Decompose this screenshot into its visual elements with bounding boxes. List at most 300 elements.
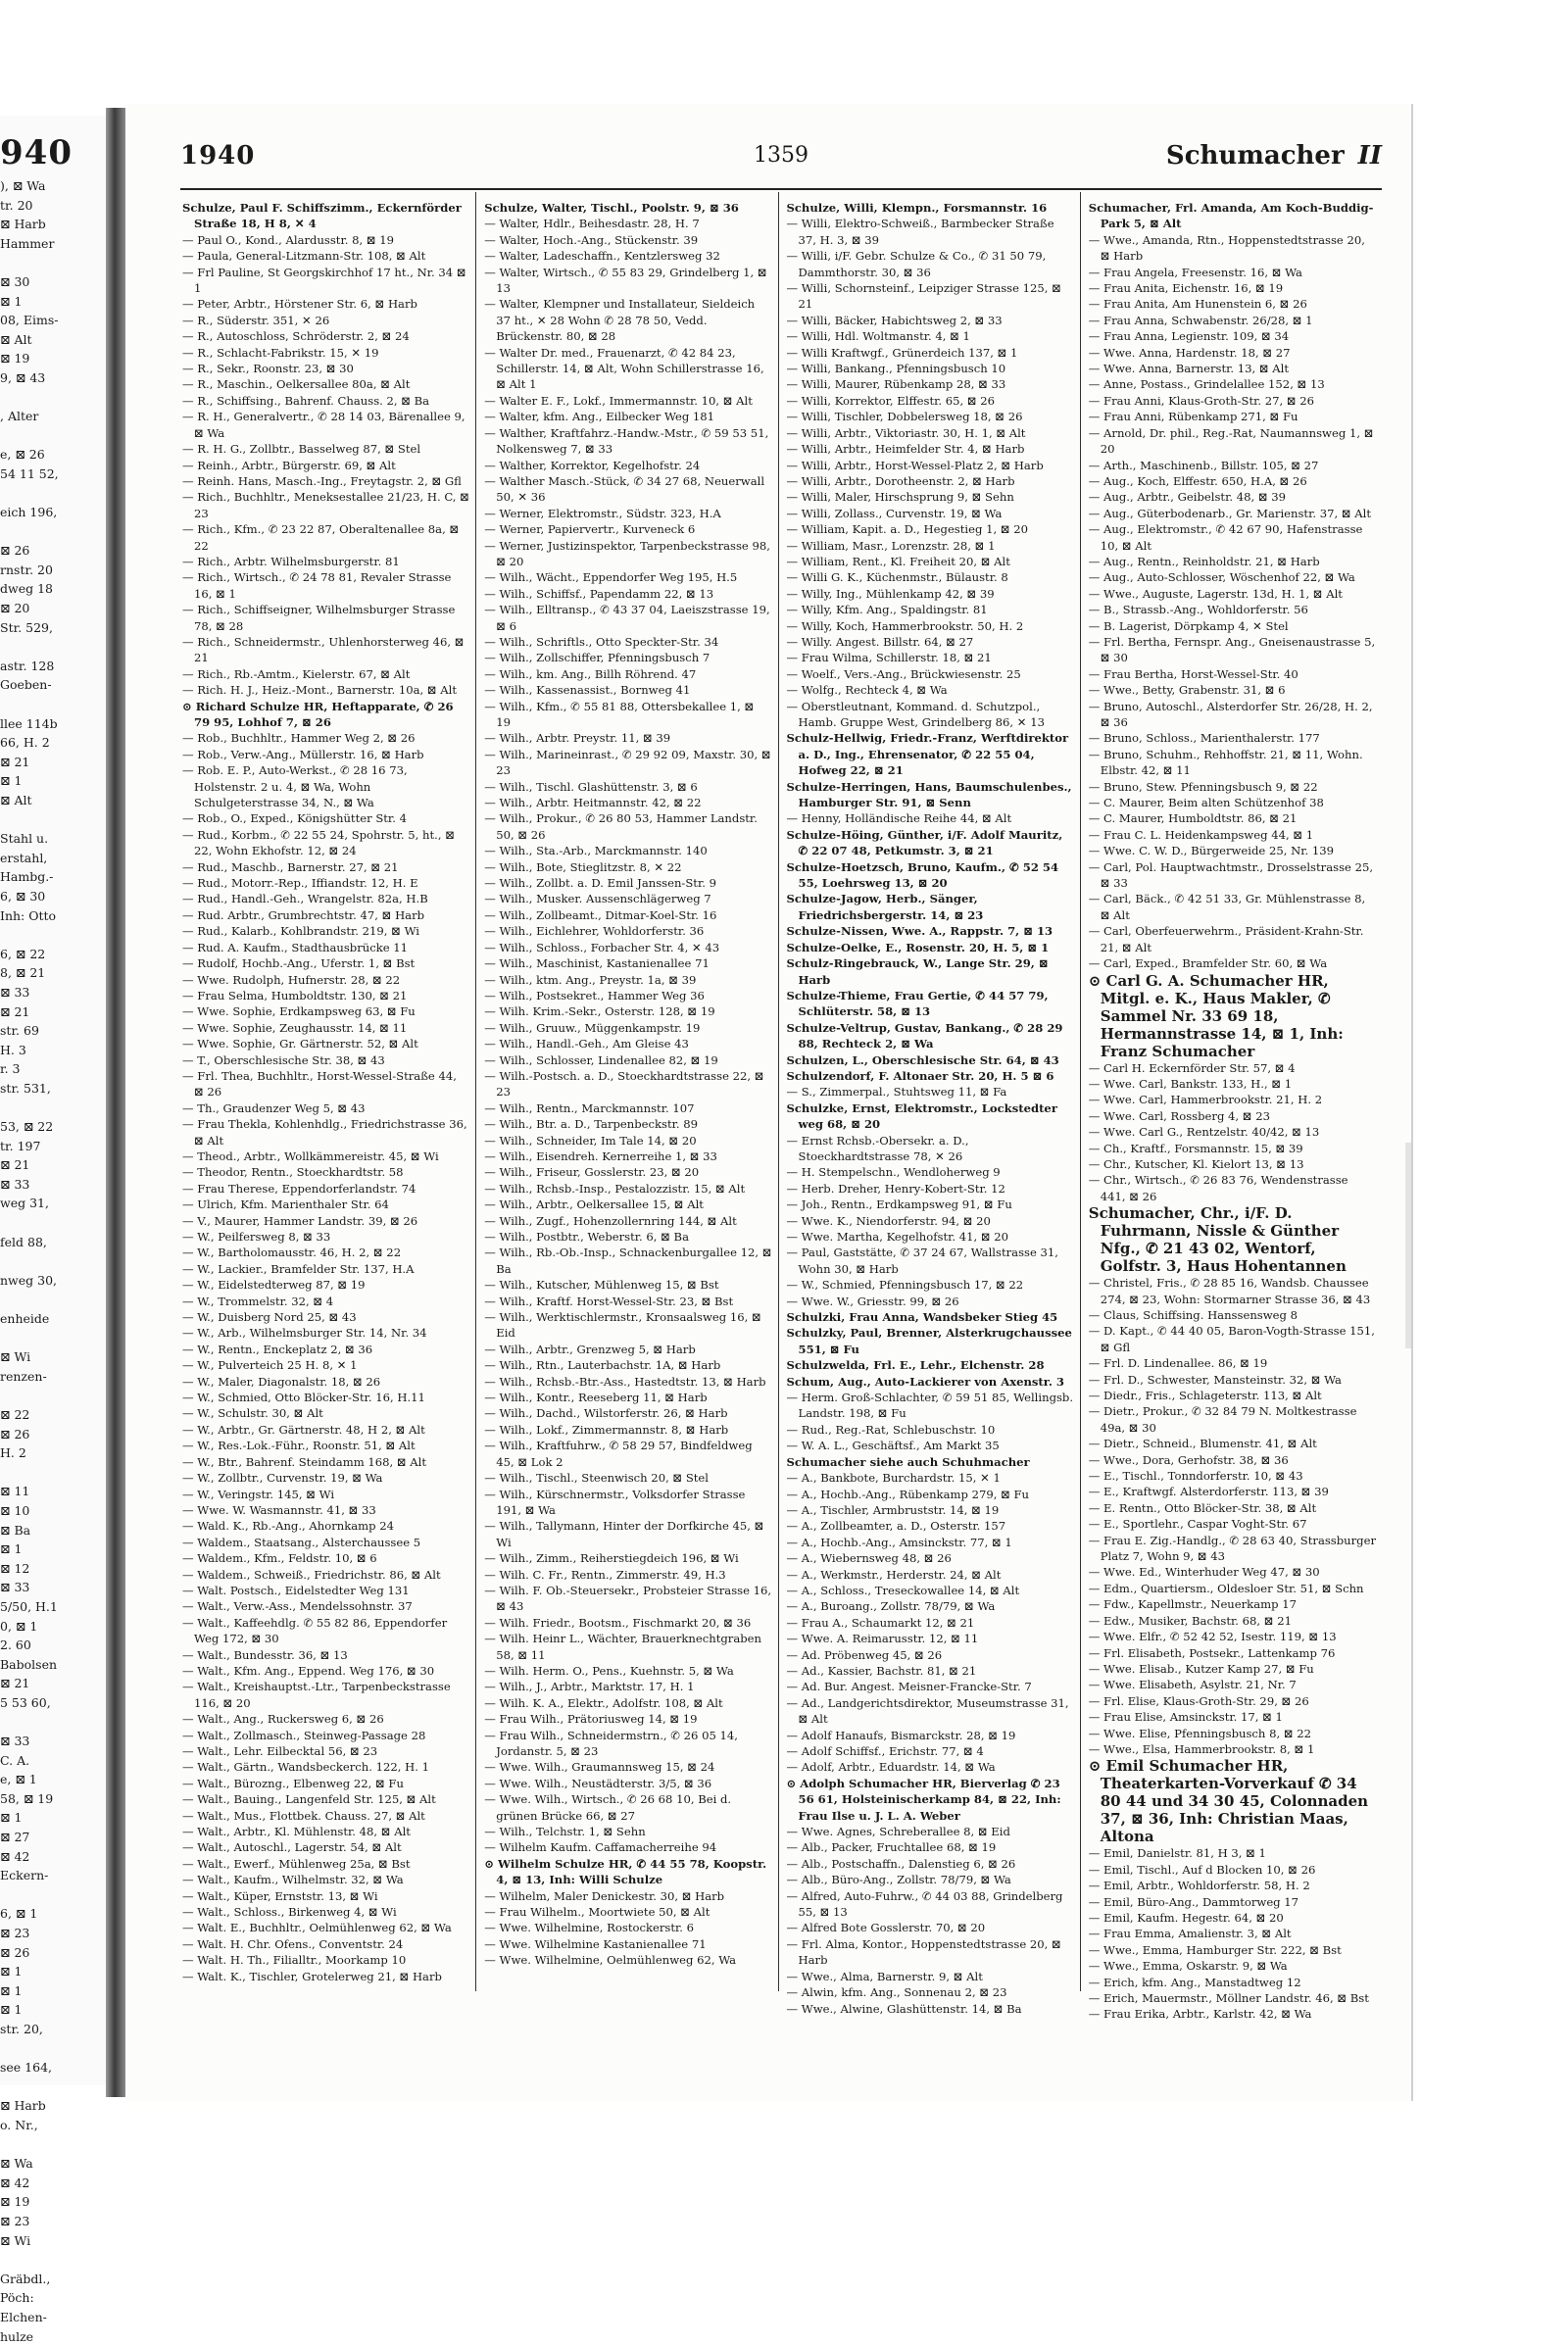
directory-entry: — Carl, Exped., Bramfelder Str. 60, ⊠ Wa [1089,955,1376,971]
directory-entry: — Willi, Tischler, Dobbelersweg 18, ⊠ 26 [787,409,1074,424]
directory-entry: — Walter, Hdlr., Beihesdastr. 28, H. 7 [484,216,771,231]
directory-entry: — Ulrich, Kfm. Marienthaler Str. 64 [182,1197,469,1212]
directory-entry: — Willi Kraftwgf., Grünerdeich 137, ⊠ 1 [787,345,1074,361]
directory-entry: — A., Wiebernsweg 48, ⊠ 26 [787,1550,1074,1566]
directory-entry: — Emil, Büro-Ang., Dammtorweg 17 [1089,1894,1376,1910]
directory-entry: — Aug., Elektromstr., ✆ 42 67 90, Hafenstrasse 10, ⊠ Alt [1089,521,1376,554]
directory-entry: — Walther, Kraftfahrz.-Handw.-Mstr., ✆ 59 53 51, Nolkensweg 7, ⊠ 33 [484,425,771,458]
directory-entry: — Wwe. Agnes, Schreberallee 8, ⊠ Eid [787,1824,1074,1839]
directory-entry: — Rud., Motorr.-Rep., Iffiandstr. 12, H. E [182,875,469,891]
directory-entry: — Wilh., Tischl., Steenwisch 20, ⊠ Stel [484,1470,771,1486]
previous-page-line: nweg 30, [0,1271,59,1291]
previous-page-line [0,1251,59,1271]
directory-entry: — Wwe. Elise, Pfenningsbusch 8, ⊠ 22 [1089,1726,1376,1741]
directory-entry: — Frau A., Schaumarkt 12, ⊠ 21 [787,1615,1074,1631]
header-rule [180,188,1382,190]
directory-entry: — Wilh., Tallymann, Hinter der Dorfkirche 45, ⊠ Wi [484,1518,771,1550]
directory-entry: — Ad., Kassier, Bachstr. 81, ⊠ 21 [787,1663,1074,1679]
directory-entry: — Frl. D. Lindenallee. 86, ⊠ 19 [1089,1355,1376,1371]
previous-page-line: 08, Eims- [0,311,59,330]
directory-entry: — Walt., Bürozng., Elbenweg 22, ⊠ Fu [182,1776,469,1791]
directory-entry: — Frau Anita, Am Hunenstein 6, ⊠ 26 [1089,296,1376,312]
previous-page-line [0,637,59,657]
directory-entry: — W., Schulstr. 30, ⊠ Alt [182,1405,469,1421]
directory-entry: — W., Maler, Diagonalstr. 18, ⊠ 26 [182,1374,469,1390]
previous-page-line: Hambg.- [0,867,59,887]
directory-entry: — Wwe., Emma, Hamburger Str. 222, ⊠ Bst [1089,1942,1376,1958]
directory-entry: — Wwe., Elsa, Hammerbrookstr. 8, ⊠ 1 [1089,1741,1376,1757]
previous-page-line: ⊠ 19 [0,349,59,368]
directory-entry: — R., Autoschloss, Schröderstr. 2, ⊠ 24 [182,328,469,344]
directory-entry: — Walt., Kaffeehdlg. ✆ 55 82 86, Eppendorfer Weg 172, ⊠ 30 [182,1615,469,1647]
directory-entry: — Wilh., Rb.-Ob.-Insp., Schnackenburgallee 12, ⊠ Ba [484,1245,771,1277]
directory-entry: — Wilh., Tischl. Glashüttenstr. 3, ⊠ 6 [484,779,771,795]
directory-entry: — W., Schmied, Pfenningsbusch 17, ⊠ 22 [787,1277,1074,1293]
directory-entry: — Willy, Ing., Mühlenkamp 42, ⊠ 39 [787,586,1074,602]
directory-entry: ⊙ Adolph Schumacher HR, Bierverlag ✆ 23 56 61, Holsteinischerkamp 84, ⊠ 22, Inh: Frau Ilse u. J. L. A. Weber [787,1776,1074,1824]
directory-entry: — Wilh., Rtn., Lauterbachstr. 1A, ⊠ Harb [484,1357,771,1373]
directory-entry: — Wilh., Schriftls., Otto Speckter-Str. 34 [484,634,771,650]
previous-page-line: Hammer [0,234,59,254]
directory-entry: — Walter, Klempner und Installateur, Sieldeich 37 ht., ✕ 28 Wohn ✆ 28 78 50, Vedd. Brückenstr. 80, ⊠ 28 [484,296,771,344]
directory-entry: — Rich., Kfm., ✆ 23 22 87, Oberaltenallee 8a, ⊠ 22 [182,521,469,554]
directory-entry: — Frl Pauline, St Georgskirchhof 17 ht., Nr. 34 ⊠ 1 [182,265,469,297]
directory-entry: — Wilh. C. Fr., Rentn., Zimmerstr. 49, H.3 [484,1567,771,1583]
directory-entry: — Wwe. Wilh., Graumannsweg 15, ⊠ 24 [484,1759,771,1775]
directory-entry: — Walt., Ang., Ruckersweg 6, ⊠ 26 [182,1711,469,1727]
directory-entry: — Wwe. Anna, Hardenstr. 18, ⊠ 27 [1089,345,1376,361]
previous-page-line: tr. 20 [0,196,59,216]
directory-entry: — A., Buroang., Zollstr. 78/79, ⊠ Wa [787,1598,1074,1614]
directory-entry: — Adolf, Arbtr., Eduardstr. 14, ⊠ Wa [787,1759,1074,1775]
directory-entry: Schulzke, Ernst, Elektromstr., Lockstedter weg 68, ⊠ 20 [787,1100,1074,1133]
previous-page-line: eich 196, [0,503,59,522]
directory-entry: — Wwe., Dora, Gerhofstr. 38, ⊠ 36 [1089,1452,1376,1468]
directory-entry: — Arnold, Dr. phil., Reg.-Rat, Naumannsweg 1, ⊠ 20 [1089,425,1376,458]
directory-entry: — Wwe. K., Niendorferstr. 94, ⊠ 20 [787,1213,1074,1229]
directory-entry: — Theodor, Rentn., Stoeckhardtstr. 58 [182,1164,469,1180]
directory-entry: Schulzky, Paul, Brenner, Alsterkrugchaussee 551, ⊠ Fu [787,1325,1074,1357]
previous-page-line: ⊠ 33 [0,1732,59,1751]
directory-entry: — Wwe. Anna, Barnerstr. 13, ⊠ Alt [1089,361,1376,376]
directory-entry: — Willy, Kfm. Ang., Spaldingstr. 81 [787,602,1074,617]
directory-entry: — Rob. E. P., Auto-Werkst., ✆ 28 16 73, Holstenstr. 2 u. 4, ⊠ Wa, Wohn Schulgeterstrasse 34, N., ⊠ Wa [182,762,469,810]
previous-page-line: 58, ⊠ 19 [0,1789,59,1809]
previous-page-line: Inh: Otto [0,906,59,926]
directory-entry: — A., Schloss., Treseckowallee 14, ⊠ Alt [787,1583,1074,1598]
previous-page-line [0,2039,59,2059]
directory-entry: — Wilh., Arbtr. Heitmannstr. 42, ⊠ 22 [484,795,771,810]
previous-page-line: ⊠ 20 [0,599,59,618]
directory-entry: ⊙ Wilhelm Schulze HR, ✆ 44 55 78, Koopstr. 4, ⊠ 13, Inh: Willi Schulze [484,1856,771,1888]
directory-entry: — Emil, Arbtr., Wohldorferstr. 58, H. 2 [1089,1878,1376,1893]
directory-entry: — Wilh., Dachd., Wilstorferstr. 26, ⊠ Harb [484,1405,771,1421]
directory-entry: — Walt., Bauing., Langenfeld Str. 125, ⊠ Alt [182,1791,469,1807]
directory-entry: — B., Strassb.-Ang., Wohldorferstr. 56 [1089,602,1376,617]
previous-page-line: ⊠ 21 [0,753,59,772]
directory-entry: — Wilh., Kraftfuhrw., ✆ 58 29 57, Bindfeldweg 45, ⊠ Lok 2 [484,1438,771,1470]
previous-page-line: astr. 128 [0,657,59,676]
directory-entry: — R., Schlacht-Fabrikstr. 15, ✕ 19 [182,345,469,361]
previous-page-line: str. 69 [0,1021,59,1041]
directory-page [125,104,1413,2101]
previous-page-line: C. A. [0,1751,59,1771]
directory-entry: — Willi, Arbtr., Horst-Wessel-Platz 2, ⊠ Harb [787,458,1074,473]
directory-entry: — Wilh., Marineinrast., ✆ 29 92 09, Maxstr. 30, ⊠ 23 [484,747,771,779]
directory-entry: — Wwe., Auguste, Lagerstr. 13d, H. 1, ⊠ Alt [1089,586,1376,602]
directory-entry: — Wwe. A. Reimarusstr. 12, ⊠ 11 [787,1631,1074,1646]
directory-entry: — Diedr., Fris., Schlageterstr. 113, ⊠ Alt [1089,1388,1376,1403]
previous-page-line: ⊠ 33 [0,1175,59,1195]
previous-page-edge [0,116,106,2085]
previous-page-line: 66, H. 2 [0,733,59,753]
previous-page-line: ⊠ Harb [0,2096,59,2116]
directory-entry: — W. A. L., Geschäftsf., Am Markt 35 [787,1438,1074,1453]
directory-entry: — A., Werkmstr., Herderstr. 24, ⊠ Alt [787,1567,1074,1583]
directory-entry: — Emil, Danielstr. 81, H 3, ⊠ 1 [1089,1845,1376,1861]
previous-page-line [0,522,59,542]
previous-page-line: feld 88, [0,1233,59,1252]
running-head [1166,141,1382,171]
directory-entry: Schumacher siehe auch Schuhmacher [787,1454,1074,1470]
previous-page-line: Str. 529, [0,618,59,638]
directory-entry: — Wilh., Elltransp., ✆ 43 37 04, Laeiszstrasse 19, ⊠ 6 [484,602,771,634]
directory-entry: — Walt., Kreishauptst.-Ltr., Tarpenbeckstrasse 116, ⊠ 20 [182,1679,469,1711]
directory-entry: — W., Pulverteich 25 H. 8, ✕ 1 [182,1357,469,1373]
directory-entry: — Willi, Korrektor, Elffestr. 65, ⊠ 26 [787,393,1074,409]
previous-page-line: ⊠ 1 [0,1981,59,2001]
directory-entry: — Wilh., Werktischlermstr., Kronsaalsweg 16, ⊠ Eid [484,1309,771,1342]
directory-entry: — Aug., Rentn., Reinholdstr. 21, ⊠ Harb [1089,554,1376,569]
directory-entry: — Wwe. Elisab., Kutzer Kamp 27, ⊠ Fu [1089,1661,1376,1677]
directory-entry: — Walt. E., Buchhltr., Oelmühlenweg 62, ⊠ Wa [182,1920,469,1935]
directory-entry: — Frau Wilhelm., Moortwiete 50, ⊠ Alt [484,1904,771,1920]
directory-entry: — Wilh., Wächt., Eppendorfer Weg 195, H.5 [484,569,771,585]
directory-entry: — Wwe. Rudolph, Hufnerstr. 28, ⊠ 22 [182,972,469,988]
directory-entry: — Wilh., J., Arbtr., Marktstr. 17, H. 1 [484,1679,771,1694]
directory-entry: — Wwe. Wilhelmine, Oelmühlenweg 62, Wa [484,1952,771,1968]
directory-entry: Schulzwelda, Frl. E., Lehr., Elchenstr. 28 [787,1357,1074,1373]
page-number: 1359 [180,143,1382,168]
directory-entry: — Herm. Groß-Schlachter, ✆ 59 51 85, Wellingsb. Landstr. 198, ⊠ Fu [787,1390,1074,1422]
directory-entry: — Wilhelm, Maler Denickestr. 30, ⊠ Harb [484,1888,771,1904]
previous-page-line: 6, ⊠ 22 [0,945,59,964]
previous-page-line: ⊠ 1 [0,2000,59,2020]
previous-page-line: rnstr. 20 [0,561,59,580]
directory-entry: — Rich., Arbtr. Wilhelmsburgerstr. 81 [182,554,469,569]
previous-page-line: ⊠ Wa [0,2154,59,2174]
directory-entry: — Wolfg., Rechteck 4, ⊠ Wa [787,682,1074,698]
previous-page-line: ⊠ 22 [0,1405,59,1425]
directory-entry: — Rich., Schneidermstr., Uhlenhorsterweg 46, ⊠ 21 [182,634,469,666]
previous-page-line [0,2135,59,2155]
directory-entry: ⊙ Carl G. A. Schumacher HR, Mitgl. e. K., Haus Makler, ✆ Sammel Nr. 33 69 18, Hermannstrasse 14, ⊠ 1, Inh: Franz Schumacher [1089,972,1376,1060]
directory-entry: — Emil, Tischl., Auf d Blocken 10, ⊠ 26 [1089,1862,1376,1878]
directory-entry: — Erich, kfm. Ang., Manstadtweg 12 [1089,1975,1376,1990]
directory-entry: — Dietr., Prokur., ✆ 32 84 79 N. Moltkestrasse 49a, ⊠ 30 [1089,1403,1376,1436]
directory-entry: Schulze-Veltrup, Gustav, Bankang., ✆ 28 29 88, Rechteck 2, ⊠ Wa [787,1020,1074,1052]
previous-page-line: 6, ⊠ 30 [0,887,59,906]
directory-entry: Schulze-Hoetzsch, Bruno, Kaufm., ✆ 52 54 55, Loehrsweg 13, ⊠ 20 [787,859,1074,892]
directory-entry: — Wilh., Handl.-Geh., Am Gleise 43 [484,1036,771,1051]
previous-page-line: Gräbdl., [0,2270,59,2289]
directory-entry: — Wwe., Betty, Grabenstr. 31, ⊠ 6 [1089,682,1376,698]
directory-entry: — Wilh., Postsekret., Hammer Weg 36 [484,988,771,1003]
directory-entry: — Willi, Bankang., Pfenningsbusch 10 [787,361,1074,376]
directory-entry: — Frau Bertha, Horst-Wessel-Str. 40 [1089,666,1376,682]
previous-page-line: ⊠ 33 [0,983,59,1002]
previous-page-line: 8, ⊠ 21 [0,963,59,983]
directory-entry: — Adolf Schiffsf., Erichstr. 77, ⊠ 4 [787,1743,1074,1759]
directory-entry: — Joh., Rentn., Erdkampsweg 91, ⊠ Fu [787,1197,1074,1212]
previous-page-line: 5 53 60, [0,1693,59,1713]
directory-entry: — Wilh., Eichlehrer, Wohldorferstr. 36 [484,923,771,939]
directory-entry: — Wilh., Zimm., Reiherstiegdeich 196, ⊠ Wi [484,1550,771,1566]
directory-entry: — Walt., Kfm. Ang., Eppend. Weg 176, ⊠ 30 [182,1663,469,1679]
previous-page-line: ⊠ Alt [0,330,59,350]
directory-entry: — Werner, Justizinspektor, Tarpenbeckstrasse 98, ⊠ 20 [484,538,771,570]
directory-entry: — Ad. Bur. Angest. Meisner-Francke-Str. 7 [787,1679,1074,1694]
directory-entry: — Wwe. Carl, Hammerbrookstr. 21, H. 2 [1089,1092,1376,1107]
directory-entry: — Willi, Arbtr., Dorotheenstr. 2, ⊠ Harb [787,473,1074,489]
directory-entry: — Dietr., Schneid., Blumenstr. 41, ⊠ Alt [1089,1436,1376,1451]
directory-entry: — Wwe. W., Griesstr. 99, ⊠ 26 [787,1294,1074,1309]
directory-entry: — Th., Graudenzer Weg 5, ⊠ 43 [182,1100,469,1116]
previous-page-line: , Alter [0,407,59,426]
directory-entry: — Rud., Kalarb., Kohlbrandstr. 219, ⊠ Wi [182,923,469,939]
directory-entry: — Werner, Elektromstr., Südstr. 323, H.A [484,506,771,521]
previous-page-line: ⊠ Ba [0,1521,59,1540]
directory-entry: — Wilh., Telchstr. 1, ⊠ Sehn [484,1824,771,1839]
directory-entry: — Frau Erika, Arbtr., Karlstr. 42, ⊠ Wa [1089,2006,1376,2022]
directory-entry: — Walter Dr. med., Frauenarzt, ✆ 42 84 23, Schillerstr. 14, ⊠ Alt, Wohn Schillerstrasse 16, ⊠ Alt 1 [484,345,771,393]
previous-page-line [0,2077,59,2097]
directory-entry: — Walt., Autoschl., Lagerstr. 54, ⊠ Alt [182,1839,469,1855]
previous-page-line: ⊠ 21 [0,1155,59,1175]
previous-page-line: ⊠ Alt [0,791,59,810]
directory-entry: — Aug., Güterbodenarb., Gr. Marienstr. 37, ⊠ Alt [1089,506,1376,521]
directory-entry: — Frau Anna, Schwabenstr. 26/28, ⊠ 1 [1089,313,1376,328]
column-2 [475,192,777,1991]
previous-page-line [0,1099,59,1118]
directory-entry: — Oberstleutnant, Kommand. d. Schutzpol., Hamb. Gruppe West, Grindelberg 86, ✕ 13 [787,699,1074,731]
directory-entry: — Rud., Handl.-Geh., Wrangelstr. 82a, H.B [182,891,469,906]
directory-entry: — W., Duisberg Nord 25, ⊠ 43 [182,1309,469,1325]
directory-entry: — Frau Anna, Legienstr. 109, ⊠ 34 [1089,328,1376,344]
volume-number: II [1358,141,1382,171]
directory-entry: — Walter, Ladeschaffn., Kentzlersweg 32 [484,248,771,264]
directory-entry: — Willi, Maler, Hirschsprung 9, ⊠ Sehn [787,489,1074,505]
directory-entry: — Walt. H. Th., Filialltr., Moorkamp 10 [182,1952,469,1968]
directory-entry: — Wilh., Friseur, Gosslerstr. 23, ⊠ 20 [484,1164,771,1180]
directory-entry: — Chr., Wirtsch., ✆ 26 83 76, Wendenstrasse 441, ⊠ 26 [1089,1172,1376,1204]
directory-entry: — Alb., Büro-Ang., Zollstr. 78/79, ⊠ Wa [787,1872,1074,1887]
previous-page-line: ⊠ 23 [0,1924,59,1943]
directory-entry: — W., Arb., Wilhelmsburger Str. 14, Nr. 34 [182,1325,469,1341]
directory-entry: — Bruno, Autoschl., Alsterdorfer Str. 26/28, H. 2, ⊠ 36 [1089,699,1376,731]
previous-page-line: r. 3 [0,1059,59,1079]
previous-page-line: ⊠ 1 [0,1962,59,1981]
previous-page-line [0,1213,59,1233]
directory-entry: — Edw., Musiker, Bachstr. 68, ⊠ 21 [1089,1613,1376,1629]
directory-entry: — Rud. A. Kaufm., Stadthausbrücke 11 [182,940,469,955]
directory-entry: — Rich., Buchhltr., Meneksestallee 21/23, H. C, ⊠ 23 [182,489,469,521]
directory-entry: — Wilh., Arbtr., Oelkersallee 15, ⊠ Alt [484,1197,771,1212]
previous-page-line: 2. 60 [0,1636,59,1655]
directory-entry: — Wilh. Krim.-Sekr., Osterstr. 128, ⊠ 19 [484,1003,771,1019]
previous-page-line: ⊠ 33 [0,1578,59,1597]
previous-page-line [0,1463,59,1483]
previous-page-line: 53, ⊠ 22 [0,1117,59,1137]
previous-page-line [0,925,59,945]
directory-entry: — Waldem., Staatsang., Alsterchaussee 5 [182,1535,469,1550]
directory-entry: — Rich., Rb.-Amtm., Kielerstr. 67, ⊠ Alt [182,666,469,682]
previous-page-line: o. Nr., [0,2116,59,2135]
directory-entry: — Walt. Postsch., Eidelstedter Weg 131 [182,1583,469,1598]
directory-entry: — Willi, Maurer, Rübenkamp 28, ⊠ 33 [787,376,1074,392]
directory-entry: — Frl. Thea, Buchhltr., Horst-Wessel-Straße 44, ⊠ 26 [182,1068,469,1100]
directory-entry: — Alb., Packer, Fruchtallee 68, ⊠ 19 [787,1839,1074,1855]
directory-entry: — Walt., Zollmasch., Steinweg-Passage 28 [182,1728,469,1743]
directory-entry: — Reinh., Arbtr., Bürgerstr. 69, ⊠ Alt [182,458,469,473]
book-gutter [106,108,125,2097]
directory-entry: — Paul O., Kond., Alardusstr. 8, ⊠ 19 [182,232,469,248]
directory-entry: Schulzen, L., Oberschlesische Str. 64, ⊠ 43 [787,1052,1074,1068]
directory-entry: — Wilhelm Kaufm. Caffamacherreihe 94 [484,1839,771,1855]
previous-page-line [0,426,59,446]
previous-page-line [0,810,59,830]
directory-entry: — Waldem., Schweiß., Friedrichstr. 86, ⊠ Alt [182,1567,469,1583]
directory-entry: — Willi, Elektro-Schweiß., Barmbecker Straße 37, H. 3, ⊠ 39 [787,216,1074,248]
previous-page-line: ⊠ 1 [0,292,59,312]
previous-page-line: ⊠ 30 [0,272,59,292]
directory-entry: — Wwe. Elisabeth, Asylstr. 21, Nr. 7 [1089,1677,1376,1692]
directory-entry: — E., Tischl., Tonndorferstr. 10, ⊠ 43 [1089,1468,1376,1484]
directory-entry: — Frau Therese, Eppendorferlandstr. 74 [182,1181,469,1197]
directory-entry: — Aug., Koch, Elffestr. 650, H.A, ⊠ 26 [1089,473,1376,489]
directory-entry: — Willi, Arbtr., Viktoriastr. 30, H. 1, ⊠ Alt [787,425,1074,441]
directory-entry: — Wilh., Schiffsf., Papendamm 22, ⊠ 13 [484,586,771,602]
directory-entry: — Walt. H. Chr. Ofens., Conventstr. 24 [182,1936,469,1952]
directory-entry: — Wilh., Kürschnermstr., Volksdorfer Strasse 191, ⊠ Wa [484,1487,771,1519]
previous-page-line: Elchen- [0,2308,59,2327]
directory-entry: — Wwe. Carl G., Rentzelstr. 40/42, ⊠ 13 [1089,1124,1376,1140]
directory-entry: Schumacher, Chr., i/F. D. Fuhrmann, Nissle & Günther Nfg., ✆ 21 43 02, Wentorf, Golfstr. 3, Haus Hohentannen [1089,1204,1376,1275]
directory-entry: — Henny, Holländische Reihe 44, ⊠ Alt [787,810,1074,826]
directory-entry: — Ernst Rchsb.-Obersekr. a. D., Stoeckhardtstrasse 78, ✕ 26 [787,1133,1074,1165]
directory-entry: — Frau Selma, Humboldtstr. 130, ⊠ 21 [182,988,469,1003]
directory-entry: — Rob., Buchhltr., Hammer Weg 2, ⊠ 26 [182,730,469,746]
column-4 [1080,192,1382,1991]
directory-entry: — Walt., Bundesstr. 36, ⊠ 13 [182,1647,469,1663]
directory-entry: — William, Masr., Lorenzstr. 28, ⊠ 1 [787,538,1074,554]
directory-entry: — Frau Emma, Amalienstr. 3, ⊠ Alt [1089,1926,1376,1941]
directory-entry: — Wilh., Musker. Aussenschlägerweg 7 [484,891,771,906]
directory-entry: — Wilh., Kassenassist., Bornweg 41 [484,682,771,698]
directory-entry: — Bruno, Stew. Pfenningsbusch 9, ⊠ 22 [1089,779,1376,795]
previous-page-line: Stahl u. [0,829,59,849]
directory-entry: — V., Maurer, Hammer Landstr. 39, ⊠ 26 [182,1213,469,1229]
previous-page-line: ⊠ 21 [0,1002,59,1022]
directory-entry: — Paula, General-Litzmann-Str. 108, ⊠ Alt [182,248,469,264]
previous-page-line: ⊠ Wi [0,1347,59,1367]
directory-entry: — Willi G. K., Küchenmstr., Bülaustr. 8 [787,569,1074,585]
directory-entry: Schulze, Willi, Klempn., Forsmannstr. 16 [787,200,1074,216]
directory-entry: — Alfred Bote Gosslerstr. 70, ⊠ 20 [787,1920,1074,1935]
directory-entry: — E. Rentn., Otto Blöcker-Str. 38, ⊠ Alt [1089,1500,1376,1516]
directory-entry: — Walther Masch.-Stück, ✆ 34 27 68, Neuerwall 50, ✕ 36 [484,473,771,506]
directory-entry: — Wilh., Prokur., ✆ 26 80 53, Hammer Landstr. 50, ⊠ 26 [484,810,771,843]
previous-page-line: llee 114b [0,714,59,734]
directory-entry: — Willi, Schornsteinf., Leipziger Strasse 125, ⊠ 21 [787,280,1074,313]
directory-entry: — Walt., Küper, Ernststr. 13, ⊠ Wi [182,1888,469,1904]
directory-entry: — Frau Anita, Eichenstr. 16, ⊠ 19 [1089,280,1376,296]
directory-entry: — Wwe., Amanda, Rtn., Hoppenstedtstrasse 20, ⊠ Harb [1089,232,1376,265]
previous-page-line: ⊠ 27 [0,1828,59,1847]
previous-page-line [0,388,59,408]
directory-entry: — Wilh., Kfm., ✆ 55 81 88, Ottersbekallee 1, ⊠ 19 [484,699,771,731]
directory-entry: — Fdw., Kapellmstr., Neuerkamp 17 [1089,1596,1376,1612]
directory-entry: — B. Lagerist, Dörpkamp 4, ✕ Stel [1089,618,1376,634]
directory-entry: — Wwe. C. W. D., Bürgerweide 25, Nr. 139 [1089,843,1376,858]
directory-entry: — W., Trommelstr. 32, ⊠ 4 [182,1294,469,1309]
directory-entry: — Wwe., Alwine, Glashüttenstr. 14, ⊠ Ba [787,2001,1074,2017]
column-3 [778,192,1080,1991]
previous-page-line: H. 2 [0,1443,59,1463]
directory-entry: — William, Rent., Kl. Freiheit 20, ⊠ Alt [787,554,1074,569]
directory-entry: — Wilh., Rentn., Marckmannstr. 107 [484,1100,771,1116]
directory-entry: — Wilh., Bote, Stieglitzstr. 8, ✕ 22 [484,859,771,875]
previous-page-line: 54 11 52, [0,464,59,484]
directory-entry: — Wilh., ktm. Ang., Preystr. 1a, ⊠ 39 [484,972,771,988]
directory-entry: — R. H. G., Zollbtr., Basselweg 87, ⊠ Stel [182,441,469,457]
directory-entry: — Walt., Lehr. Eilbecktal 56, ⊠ 23 [182,1743,469,1759]
previous-page-line: str. 20, [0,2020,59,2039]
previous-page-line: enheide [0,1309,59,1329]
directory-entry: — Walt., Verw.-Ass., Mendelssohnstr. 37 [182,1598,469,1614]
directory-entry: — Anne, Postass., Grindelallee 152, ⊠ 13 [1089,376,1376,392]
directory-entry: — Alfred, Auto-Fuhrw., ✆ 44 03 88, Grindelberg 55, ⊠ 13 [787,1888,1074,1921]
directory-entry: — Wilh. K. A., Elektr., Adolfstr. 108, ⊠ Alt [484,1695,771,1711]
previous-page-line: ⊠ 19 [0,2192,59,2212]
directory-entry: — Carl H. Eckernförder Str. 57, ⊠ 4 [1089,1060,1376,1076]
directory-entry: — Frau E. Zig.-Handlg., ✆ 28 63 40, Strassburger Platz 7, Wohn 9, ⊠ 43 [1089,1533,1376,1565]
listing-columns [180,192,1382,1991]
directory-entry: — Frau Elise, Amsinckstr. 17, ⊠ 1 [1089,1709,1376,1725]
directory-entry: Schulze-Thieme, Frau Gertie, ✆ 44 57 79, Schlüterstr. 58, ⊠ 13 [787,988,1074,1020]
directory-entry: — Wilh., km. Ang., Billh Röhrend. 47 [484,666,771,682]
directory-entry: — S., Zimmerpal., Stuhtsweg 11, ⊠ Fa [787,1084,1074,1100]
directory-entry: — Rich., Schiffseigner, Wilhelmsburger Strasse 78, ⊠ 28 [182,602,469,634]
directory-entry: — A., Tischler, Armbruststr. 14, ⊠ 19 [787,1502,1074,1518]
previous-page-line: tr. 197 [0,1137,59,1156]
directory-entry: — Wilh. Friedr., Bootsm., Fischmarkt 20, ⊠ 36 [484,1615,771,1631]
directory-entry: — Wilh., Rchsb.-Btr.-Ass., Hastedtstr. 13, ⊠ Harb [484,1374,771,1390]
directory-entry: Schulze-Jagow, Herb., Sänger, Friedrichsbergerstr. 14, ⊠ 23 [787,891,1074,923]
directory-entry: — Frau Wilh., Schneidermstrn., ✆ 26 05 14, Jordanstr. 5, ⊠ 23 [484,1728,771,1760]
directory-entry: — W., Eidelstedterweg 87, ⊠ 19 [182,1277,469,1293]
directory-entry: — Wilh., Sta.-Arb., Marckmannstr. 140 [484,843,771,858]
directory-entry: — Walt., Gärtn., Wandsbeckerch. 122, H. 1 [182,1759,469,1775]
previous-page-line [0,484,59,504]
directory-entry: — Rob., Verw.-Ang., Müllerstr. 16, ⊠ Harb [182,747,469,762]
directory-entry: — Wilh., Kutscher, Mühlenweg 15, ⊠ Bst [484,1277,771,1293]
directory-entry: — Wilh., Postbtr., Weberstr. 6, ⊠ Ba [484,1229,771,1245]
directory-entry: — Wilh., Schloss., Forbacher Str. 4, ✕ 43 [484,940,771,955]
directory-entry: — Wilh., Schlosser, Lindenallee 82, ⊠ 19 [484,1052,771,1068]
directory-entry: — Wwe. Wilh., Neustädterstr. 3/5, ⊠ 36 [484,1776,771,1791]
directory-entry: — Wilh. Heinr L., Wächter, Brauerknechtgraben 58, ⊠ 11 [484,1631,771,1663]
